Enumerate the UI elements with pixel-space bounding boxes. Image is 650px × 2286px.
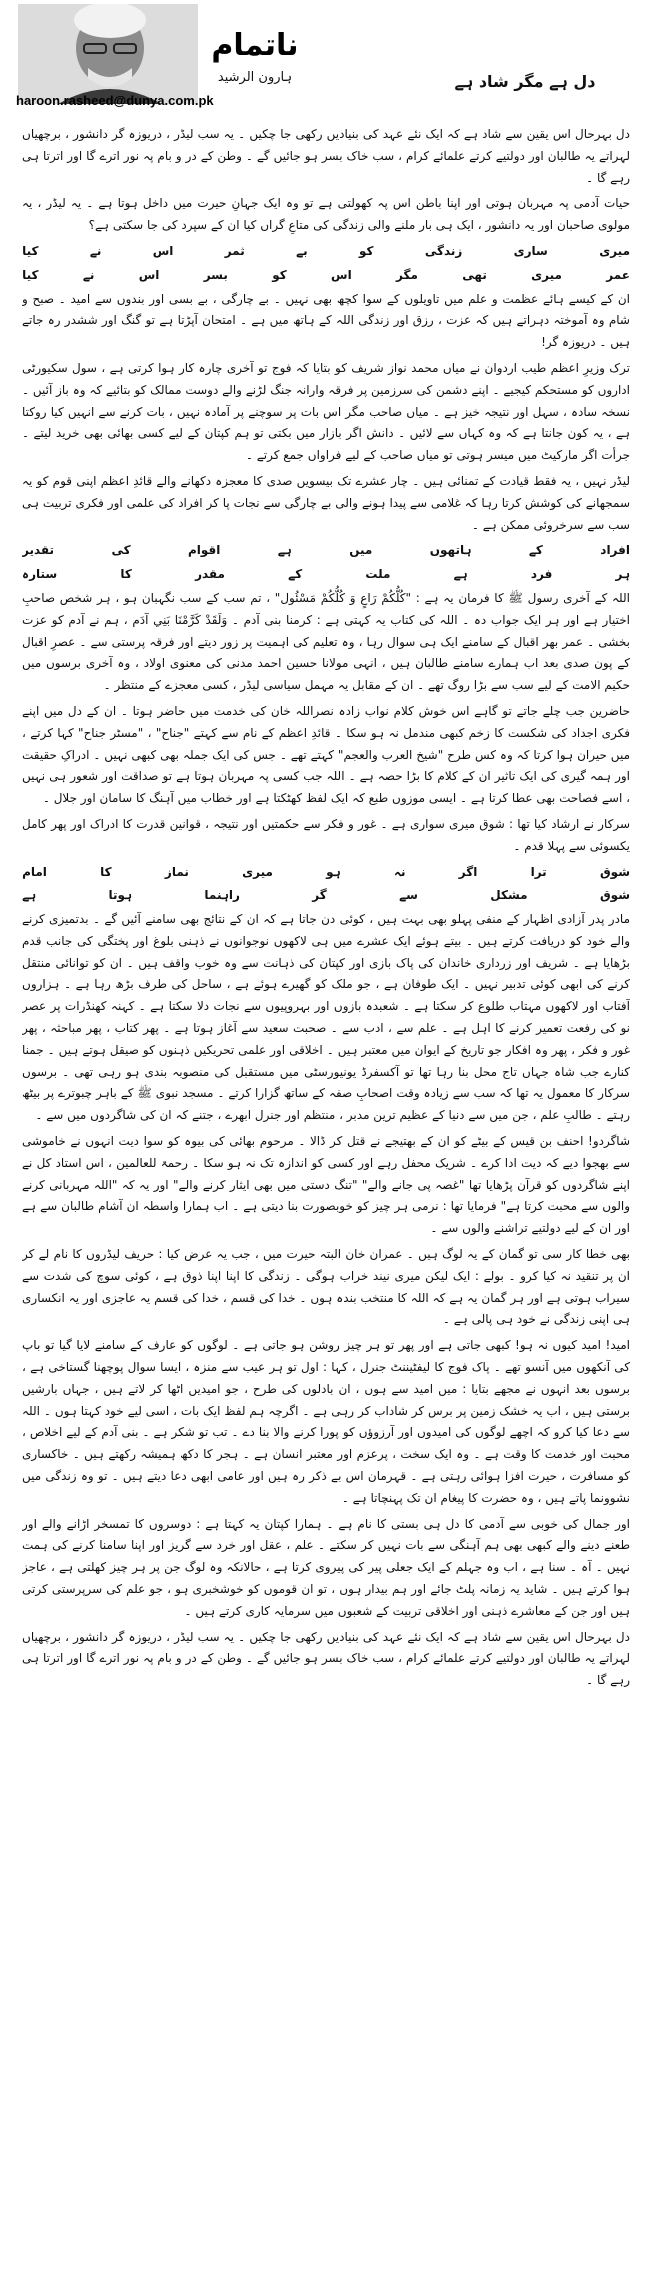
masthead: [0, 0, 650, 110]
portrait-icon: [18, 4, 198, 104]
paragraph: حاضرین جب چلے جاتے تو گاہے اس خوش کلام نواب زادہ نصراللہ خان کی خدمت میں حاضر ہوتا ۔ ان کے دل میں اپنے فکری اجداد کی شکست کا زخم کبھی مندمل نہ ہو سکا ۔ قائدِ اعظم کے نام سے کہتے "جناح" ، "مسٹر جناح" کہا کرتے ، میں حیران ہوا کرتا کہ وہ کس طرح "شیخ العرب والعجم" کہتے تھے ۔ جس کی ایک جملہ بھی کبھی نہیں ۔ ادراکِ حقیقت اور ہمہ گیری کی ایک تاثیر ان کے کلام کا بڑا حصہ ہے ۔ اللہ جب کسی پہ مہربان ہوتا ہے تو صداقت اور شعور ہی نہیں ، اسے فصاحت بھی عطا کرتا ہے ۔ ایسی موزوں طبع کہ ایک لفظ کھٹکتا ہے اور خطاب میں آہنگ کا سامان اور جلال ۔: [22, 703, 630, 806]
verse-line: شوق مشکل سے گر راہنما ہوتا ہے: [22, 888, 630, 903]
verse-line: ہر فرد ہے ملت کے مقدر کا ستارہ: [22, 567, 630, 582]
verse-line: شوق ترا اگر نہ ہو میری نماز کا امام: [22, 864, 630, 879]
paragraph: امید! امید کیوں نہ ہو! کبھی جاتی ہے اور پھر تو ہر چیز روشن ہو جاتی ہے ۔ لوگوں کو عارف کے سامنے لایا گیا تو باپ کی آنکھوں میں آنسو تھے ۔ پاک فوج کا لیفٹیننٹ جنرل ، کہا : اول تو ہر عیب سے منزہ ، ایسا سوال پوچھنا گستاخی ہے ، برسوں بعد انہوں نے مجھے بتایا : میں امید سے ہوں ، ان بادلوں کی طرح ، جو امیدیں اٹھا کر لاتے ہیں ، جہاں بارشیں برستی ہیں ، اب یہ خشک زمین پر برس کر شاداب کر رہی ہے ۔ اگرچہ ہم لفظ ایک بات ، اسی لیے خود کہتا ہوں ۔ اللہ سے دعا کیا کرو کہ اچھے لوگوں کی امیدوں اور آرزوؤں کو پورا کرنے والا بنا دے ۔ تب تو شکر ہے ۔ بنی آدم کے لیے اخلاص ، محبت اور خدمت کا وقت ہے ۔ وہ ایک سخت ، پرعزم اور معتبر انسان ہے ۔ ہجر کا دکھ ہمیشہ رکھتے ہیں ۔ خاکساری کو مسافرت ، حیرت افزا ہوائی رہتی ہے ۔ قہرمان اس بے ذکر رہ ہیں اور عامی ابھی دعا دیتے ہیں ۔ تو وہ زندگی میں نشوونما پاتے ہیں ، وہ حضرت کا پیغام ان تک پہنچاتا ہے ۔: [22, 1338, 630, 1505]
paragraph: ان کے کیسے ہائے عظمت و علم میں تاویلوں کے سوا کچھ بھی نہیں ۔ بے چارگی ، بے بسی اور بندوں سے امید ۔ صبح و شام وہ آموختہ دہراتے ہیں کہ عزت ، رزق اور زندگی اللہ کے ہاتھ میں ہے ۔ امتحان آپڑتا ہے تو گنگ اور ششدر رہ جاتے ہیں ۔ دریوزہ گر!: [22, 291, 630, 350]
paragraph: اللہ کے آخری رسول ﷺ کا فرمان یہ ہے : "کُلُّکُمْ رَاعٍ وَ کُلُّکُمْ مَسْئُول" ، تم سب کے سب نگہبان ہو ، ہر شخص صاحبِ اختیار ہے اور ہر ایک جواب دہ ۔ اللہ کی کتاب یہ کہتی ہے : کرمنا بنی آدم ۔ وَلَقَدْ کَرَّمْنَا بَنِي آدَم ، ہم نے آدم کو عزت بخشی ۔ عمر بھر اقبال کے سامنے ایک ہی سوال رہا ، وہ تعلیم کی اہمیت پر زور دیتے اور فرقہ پرستی سے ۔ عصرِ اقبال کے پون صدی بعد اب ہمارے سامنے طالبان ہیں ، انہی مولانا حسین احمد مدنی کی معنوی اولاد ، وہ آخری برسوں میں حکیم الامت کے لیے سب سے بڑا روگ تھے ۔ ان کے مقابل یہ مہمل سیاسی لیڈر ، کسی معجزے کے منتظر ۔: [22, 590, 630, 693]
paragraph: بھی خطا کار سی تو گمان کے یہ لوگ ہیں ۔ عمران خان البتہ حیرت میں ، جب یہ عرض کیا : حریف لیڈروں کا نام لے کر ان پر تنقید نہ کیا کرو ۔ بولے : ایک لیکن میری نیند خراب ہوگی ۔ زندگی کا اپنا اپنا ذوق ہے ، کوئی سوچ کی شدت سے سیراب ہوتی ہے اور ہر گمان یہ ہے کہ اللہ کا منتخب بندہ ہوں ۔ خدا کی قسم ، خدا کی قسم یہ عاجزی اور یہ انکساری ہی اپنی زندگی نے خود ہی پالی ہے ۔: [22, 1247, 630, 1327]
paragraph: شاگردو! احنف بن قیس کے بیٹے کو ان کے بھتیجے نے قتل کر ڈالا ۔ مرحوم بھائی کی بیوہ کو سوا دیت انہوں نے خاموشی سے بھجوا دیے کہ دیت ادا کرے ۔ شریک محفل رہے اور کسی کو اندازہ تک نہ ہو سکا ۔ رحمۃ للعالمین ، اس استاد کل نے اپنے شاگردوں کو قرآن پڑھایا تھا "غصہ پی جانے والے" "تنگ دستی میں بھی ایثار کرنے والے" اور یہ کہ "اللہ مہربانی کرنے والوں سے محبت کرتا ہے" فرمایا تھا : نرمی ہر چیز کو خوبصورت بنا دیتی ہے ۔ اب ہمارا واسطہ ان آشام طالبان سے ہے اور ان کے لیے دولتیے تراشنے والوں سے ۔: [22, 1134, 630, 1236]
verse-line: افراد کے ہاتھوں میں ہے اقوام کی تقدیر: [22, 543, 630, 558]
author-name: ہارون الرشید: [217, 70, 293, 85]
paragraph: سرکار نے ارشاد کیا تھا : شوق میری سواری ہے ۔ غور و فکر سے حکمتیں اور نتیجہ ، قوانین قدرت کا ادراک اور پھر کامل یکسوئی سے پہلا قدم ۔: [22, 816, 630, 853]
verse-line: میری ساری زندگی کو بے ثمر اس نے کیا: [22, 243, 630, 258]
paragraph: ترک وزیرِ اعظم طیب اردوان نے میاں محمد نواز شریف کو بتایا کہ فوج تو آخری چارہ کار ہوا کرتی ہے ، سول سکیورٹی اداروں کو مستحکم کیجیے ۔ اپنے دشمن کی سرزمین پر فرقہ وارانہ جنگ لڑنے والے دوست ممالک کو بتائیے کہ وہ باز آئیں ۔ نسخہ سادہ ، سہل اور نتیجہ خیز ہے ۔ میاں صاحب مگر اس بات پر سوچنے پر آمادہ نہیں ، بات کرنے سے انہیں کیا روکتا ہے ، یہ کون جانتا ہے کہ وہ کہاں سے لائیں ۔ دانش اگر بازار میں بکتی تو ہم کپتان کے لیے کسی بھائی بھی خرید لیتے ۔ جرأت اگر مارکیٹ میں میسر ہوتی تو میاں صاحب کے لیے فراواں جمع کرتے ۔: [22, 360, 630, 463]
verse-line: عمر میری تھی مگر اس کو بسر اس نے کیا: [22, 267, 630, 282]
paragraph: حیات آدمی پہ مہربان ہوتی اور اپنا باطن اس پہ کھولتی ہے تو وہ ایک جہانِ حیرت میں داخل ہوتا ہے ۔ یہ لیڈر ، یہ مولوی صاحبان اور یہ دانشور ، ایک ہی بار ملنے والی زندگی کی متاعِ گراں کیا ان کے سپرد کی جا سکتی ہے؟: [22, 196, 630, 233]
article-body: [22, 124, 630, 2274]
paragraph: لیڈر نہیں ، یہ فقط قیادت کے تمنائی ہیں ۔ چار عشرے تک بیسویں صدی کا معجزہ دکھانے والے قائدِ اعظم اپنی قوم کو یہ سمجھانے کی کوشش کرتا رہا کہ غلامی سے پیدا ہونے والی بے چارگی سے نجات پا کر افراد کی علمی اور فکری تربیت ہی سب سے سرخروئی ممکن ہے ۔: [22, 473, 630, 532]
author-email[interactable]: haroon.rasheed@dunya.com.pk: [16, 93, 214, 108]
author-portrait: [18, 4, 198, 104]
paragraph: اور جمال کی خوبی سے آدمی کا دل ہی بستی کا نام ہے ۔ ہمارا کپتان یہ کہتا ہے : دوسروں کا تمسخر اڑانے والے اور طعنے دینے والے کبھی بھی ہم آہنگی سے بات نہیں کر سکتے ۔ علم ، عقل اور خرد سے گریز اور اپنا سامنا کرنے کی ہمت نہیں ۔ آہ ۔ سنا ہے ، اب وہ جہلم کے ایک جعلی پیر کی پیروی کرتا ہے ، حالانکہ وہ لوگ جن پر ہر چیز کھلتی ہے ، عاجز ہوا کرتے ہیں ۔ شاید یہ زمانہ پلٹ جائے اور ہم بیدار ہوں ، تو ان قوموں کو خوشخبری ہو ، جو علم کی سرپرستی کرتی ہیں اور جن کے معاشرے ذہنی اور اخلاقی تربیت کے شعبوں میں سرمایہ کاری کرتے ہیں ۔: [22, 1516, 630, 1618]
paragraph: دل بہرحال اس یقین سے شاد ہے کہ ایک نئے عہد کی بنیادیں رکھی جا چکیں ۔ یہ سب لیڈر ، دریوزہ گر دانشور ، برچھیاں لہراتے یہ طالبان اور دولتیے کرتے علمائے کرام ، سب خاک بسر ہو جائیں گے ۔ وطن کے در و بام پہ نور اترے گا اور اترتا ہی رہے گا ۔: [22, 127, 630, 185]
column-name: ناتمام: [211, 28, 299, 63]
headline: دل ہے مگر شاد ہے: [454, 72, 596, 91]
paragraph: مادر پدر آزادی اظہار کے منفی پہلو بھی بہت ہیں ، کوئی دن جاتا ہے کہ ان کے نتائج بھی سامنے آئیں گے ۔ بدتمیزی کرنے والے خود کو دریافت کرتے ہیں ۔ بیتے ہوئے ایک عشرے میں ہی لاکھوں نوجوانوں نے ذہنی بلوغ اور پختگی کی جانب قدم بڑھایا ہے ۔ شریف اور زرداری خاندان کی پاک بازی اور کپتان کی ذہانت سے وہ خوب واقف ہیں ۔ ان کو توانائی منتقل کرنے کی ابھی کوئی تدبیر نہیں ۔ ایک طوفان ہے ، جو ملک کو گھیرے ہوئے ہے ، ساحل کی طرف بڑھ رہا ہے ۔ ہزاروں آفتاب اور لاکھوں مہتاب طلوع کر سکتا ہے ۔ شعبدہ بازوں اور بہروپیوں سے نجات دلا سکتا ہے ۔ کہنہ کھنڈرات پر عصر نو کی رفعت تعمیر کرنے کا اہل ہے ۔ علم سے ، ادب سے ۔ صحبت سعید سے آغاز ہوتا ہے ۔ پھر کتاب ، پھر مباحثہ ، پھر غور و فکر ، پھر وہ افکار جو تاریخ کے ایوان میں معتبر ہیں ۔ اخلاقی اور علمی تحریکیں ذہنوں کو صیقل ہوتے ہیں ۔ جمنا کنارے جب شاہ جہاں تاج محل بنا رہا تھا تو آکسفرڈ یونیورسٹی میں مستقبل کی منصوبہ بندی ہو رہی تھی ۔ برسوں سرکار کا معمول یہ تھا کہ سب سے زیادہ وقت اصحابِ صفہ کے ساتھ گزارا کرتے ۔ مسجد نبوی ﷺ کے باہر چبوترے پر بیٹھ رہتے ۔ طالبِ علم ، جن میں سے دنیا کے عظیم ترین مدبر ، منتظم اور جنرل ابھرے ، جتنے کہ ان کی شاگردوں میں سے ۔: [22, 912, 630, 1123]
paragraph: دل بہرحال اس یقین سے شاد ہے کہ ایک نئے عہد کی بنیادیں رکھی جا چکیں ۔ یہ سب لیڈر ، دریوزہ گر دانشور ، برچھیاں لہراتے یہ طالبان اور دولتیے کرتے علمائے کرام ، سب خاک بسر ہو جائیں گے ۔ وطن کے در و بام پہ نور اترے گا اور اترتا ہی رہے گا ۔: [22, 1629, 630, 1688]
